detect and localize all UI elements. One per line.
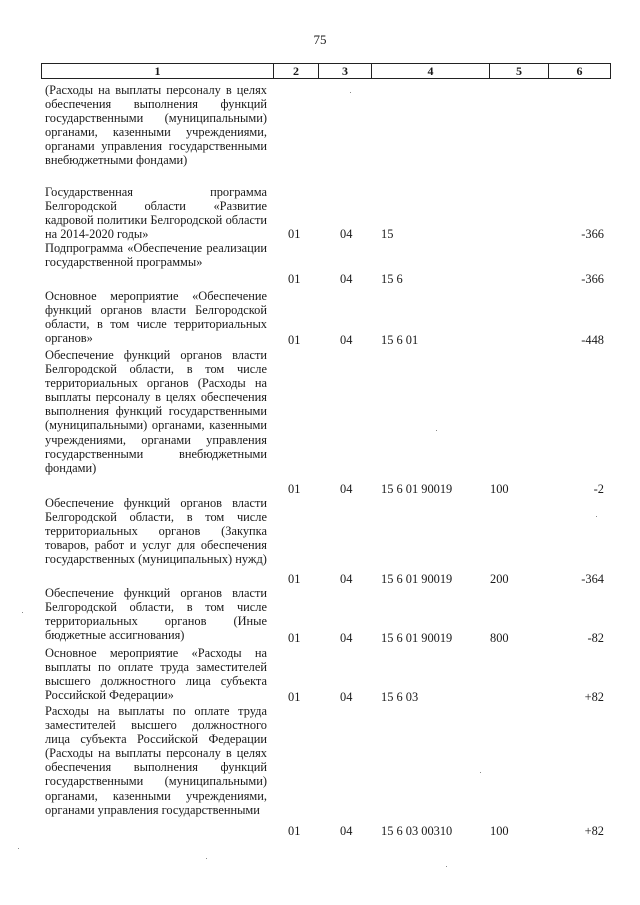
row-section: 01 bbox=[288, 572, 301, 586]
row-expense-type: 800 bbox=[490, 631, 509, 645]
row-subsection: 04 bbox=[340, 572, 353, 586]
header-col-4: 4 bbox=[372, 64, 490, 78]
row-target-code: 15 6 03 00310 bbox=[381, 824, 453, 838]
scan-speck bbox=[446, 866, 447, 867]
row-target-code: 15 6 01 90019 bbox=[381, 482, 453, 496]
row-subsection: 04 bbox=[340, 227, 353, 241]
row-description: Государственная программа Белгородской области «Развитие кадровой политики Белгородской области на 2014-2020 годы» bbox=[45, 185, 267, 242]
scan-speck bbox=[206, 858, 207, 859]
row-subsection: 04 bbox=[340, 824, 353, 838]
row-description: Обеспечение функций органов власти Белгородской области, в том числе территориальных органов (Иные бюджетные ассигнования) bbox=[45, 586, 267, 643]
row-section: 01 bbox=[288, 690, 301, 704]
row-subsection: 04 bbox=[340, 482, 353, 496]
row-amount: -448 bbox=[581, 333, 604, 347]
row-section: 01 bbox=[288, 333, 301, 347]
header-col-3: 3 bbox=[319, 64, 372, 78]
scan-speck bbox=[480, 772, 481, 773]
row-target-code: 15 6 bbox=[381, 272, 403, 286]
row-amount: +82 bbox=[584, 690, 604, 704]
row-subsection: 04 bbox=[340, 631, 353, 645]
row-target-code: 15 6 03 bbox=[381, 690, 419, 704]
row-amount: -82 bbox=[587, 631, 604, 645]
row-target-code: 15 6 01 90019 bbox=[381, 572, 453, 586]
row-target-code: 15 bbox=[381, 227, 394, 241]
row-section: 01 bbox=[288, 482, 301, 496]
row-description: Расходы на выплаты по оплате труда заместителей высшего должностного лица субъекта Российской Федерации (Расходы на выплаты персоналу в целях обеспечения выполнения функций государственными (муниципальными) органами, казенными учреждениями, органами управления государственными bbox=[45, 704, 267, 817]
row-amount: -366 bbox=[581, 272, 604, 286]
page-number: 75 bbox=[313, 32, 327, 47]
row-amount: +82 bbox=[584, 824, 604, 838]
row-expense-type: 100 bbox=[490, 482, 509, 496]
row-amount: -2 bbox=[593, 482, 604, 496]
row-description: Основное мероприятие «Обеспечение функций органов власти Белгородской области, в том числе территориальных органов» bbox=[45, 289, 267, 346]
header-col-1: 1 bbox=[42, 64, 274, 78]
scan-speck bbox=[18, 848, 19, 849]
scan-speck bbox=[436, 430, 437, 431]
row-subsection: 04 bbox=[340, 690, 353, 704]
scan-speck bbox=[22, 612, 23, 613]
row-description: Подпрограмма «Обеспечение реализации государственной программы» bbox=[45, 241, 267, 270]
header-col-2: 2 bbox=[274, 64, 319, 78]
row-description: (Расходы на выплаты персоналу в целях обеспечения выполнения функций государственными (муниципальными) органами, казенными учреждениями, органами управления государственными внебюджетными фондами) bbox=[45, 83, 267, 168]
scan-speck bbox=[596, 516, 597, 517]
row-description: Обеспечение функций органов власти Белгородской области, в том числе территориальных органов (Расходы на выплаты персоналу в целях обеспечения выполнения функций государственными (муниципальными) органами, казенными учреждениями, органами управления государственными внебюджетными фондами) bbox=[45, 348, 267, 475]
row-description: Основное мероприятие «Расходы на выплаты по оплате труда заместителей высшего должностного лица субъекта Российской Федерации» bbox=[45, 646, 267, 703]
row-expense-type: 200 bbox=[490, 572, 509, 586]
header-col-5: 5 bbox=[490, 64, 549, 78]
row-target-code: 15 6 01 90019 bbox=[381, 631, 453, 645]
header-col-6: 6 bbox=[576, 64, 583, 78]
row-expense-type: 100 bbox=[490, 824, 509, 838]
row-section: 01 bbox=[288, 227, 301, 241]
row-section: 01 bbox=[288, 631, 301, 645]
row-target-code: 15 6 01 bbox=[381, 333, 419, 347]
row-subsection: 04 bbox=[340, 272, 353, 286]
row-section: 01 bbox=[288, 824, 301, 838]
row-subsection: 04 bbox=[340, 333, 353, 347]
table-header-row bbox=[41, 63, 611, 79]
row-section: 01 bbox=[288, 272, 301, 286]
scan-speck bbox=[350, 92, 351, 93]
row-description: Обеспечение функций органов власти Белгородской области, в том числе территориальных органов (Закупка товаров, работ и услуг для обеспечения государственных (муниципальных) нужд) bbox=[45, 496, 267, 567]
row-amount: -366 bbox=[581, 227, 604, 241]
row-amount: -364 bbox=[581, 572, 604, 586]
